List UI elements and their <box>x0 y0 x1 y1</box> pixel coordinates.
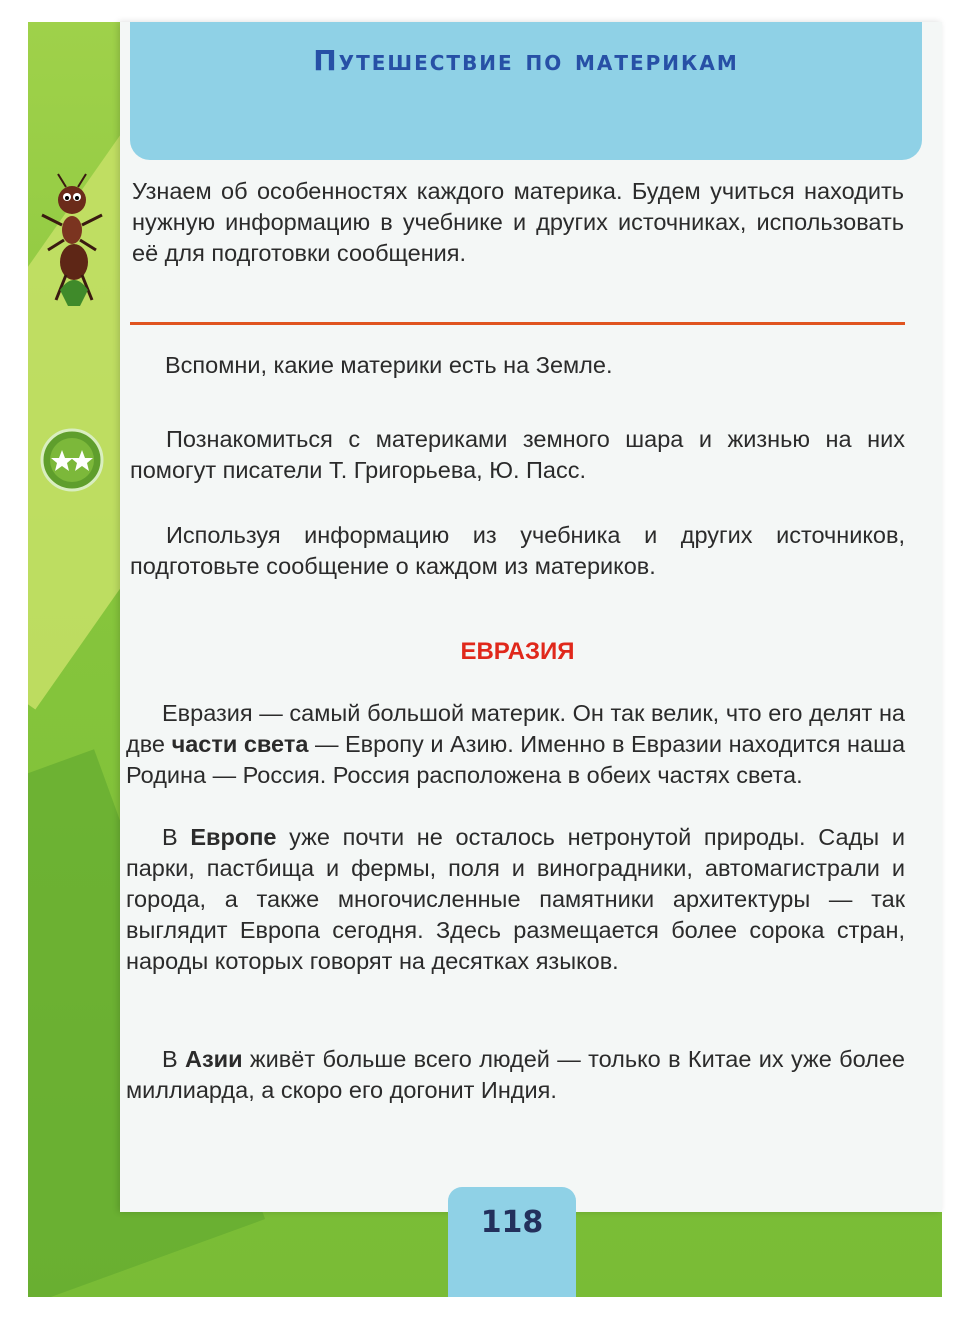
ant-mascot-icon <box>30 170 110 310</box>
title-banner <box>130 22 922 160</box>
text-fragment: В <box>162 824 191 850</box>
paragraph-task: Используя информацию из учебника и других источников, подготовьте сообщение о каждом из материков. <box>130 522 905 579</box>
text-fragment: В <box>162 1046 186 1072</box>
task-remember: Вспомни, какие материки есть на Земле. <box>165 352 613 378</box>
text-fragment: — Европу и Азию. Именно в Евразии находится наша Родина — Россия. Россия расположена в обеих частях света. <box>126 731 906 788</box>
bold-term: Азии <box>185 1046 243 1072</box>
bold-term: Европе <box>190 824 277 850</box>
text-fragment: Евразия — самый большой материк. Он так велик, что его делят на две <box>126 700 905 757</box>
text-fragment: уже почти не осталось нетронутой природы. Сады и парки, пастбища и фермы, поля и виноградники, автомагистрали и города, а также многочисленные памятники архитектуры — так выглядит Европа сегодня. Здесь размещается более сорока стран, народы которых говорят на десятках языков. <box>126 824 905 974</box>
two-stars-icon <box>40 428 104 492</box>
page-number: 118 <box>480 1205 544 1240</box>
text-fragment: живёт больше всего людей — только в Китае их уже более миллиарда, а скоро его догонит Индия. <box>126 1046 905 1103</box>
eurasia-paragraph-2 <box>126 822 905 977</box>
bold-term: части света <box>171 731 309 757</box>
paragraph-writers: Познакомиться с материками земного шара и жизнью на них помогут писатели Т. Григорьева, Ю. Пасс. <box>130 426 905 483</box>
section-title: ЕВРАЗИЯ <box>460 638 575 665</box>
eurasia-paragraph-3 <box>126 1044 905 1106</box>
divider-line <box>130 322 905 325</box>
page-number-tab <box>448 1187 576 1297</box>
page-title: Путешествие по материкам <box>313 44 739 77</box>
intro-text: Узнаем об особенностях каждого материка. Будем учиться находить нужную информацию в учебнике и других источниках, использовать её для подготовки сообщения. <box>132 178 904 266</box>
eurasia-paragraph-1 <box>126 698 905 791</box>
